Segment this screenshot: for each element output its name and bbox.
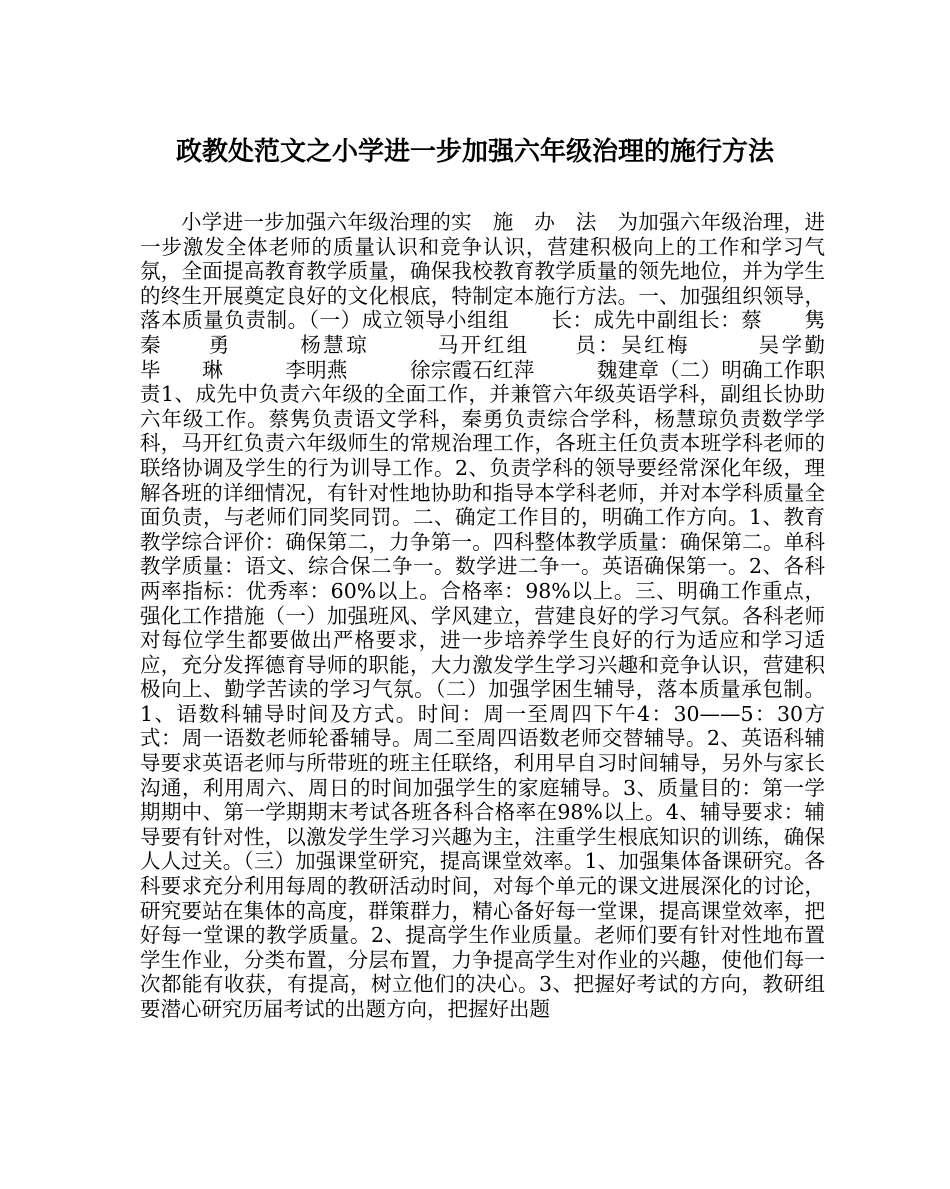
document-title: 政教处范文之小学进一步加强六年级治理的施行方法 [175, 137, 774, 167]
document-body: 小学进一步加强六年级治理的实 施 办 法 为加强六年级治理，进一步激发全体老师的质量认识和竞争认识，营建积极向上的工作和学习气氛，全面提高教育教学质量，确保我校教育教学质量的领先地位，并为学生的终生开展奠定良好的文化根底，特制定本施行方法。一、加强组织领导，落本质量负责制。（一）成立领导小组组 长：成先中副组长：蔡 隽 秦 勇 杨慧琼 马开红组 员：吴红梅 吴学勤 毕 琳 李明燕 徐宗霞石红萍 魏建章（二）明确工作职责1、成先中负责六年级的全面工作，并兼管六年级英语学科，副组长协助六年级工作。蔡隽负责语文学科，秦勇负责综合学科，杨慧琼负责数学学科，马开红负责六年级师生的常规治理工作，各班主任负责本班学科老师的联络协调及学生的行为训导工作。2、负责学科的领导要经常深化年级，理解各班的详细情况，有针对性地协助和指导本学科老师，并对本学科质量全面负责，与老师们同奖同罚。二、确定工作目的，明确工作方向。1、教育教学综合评价：确保第二，力争第一。四科整体教学质量：确保第二。单科教学质量：语文、综合保二争一。数学进二争一。英语确保第一。2、各科两率指标：优秀率：60%以上。合格率：98%以上。三、明确工作重点，强化工作措施（一）加强班风、学风建立，营建良好的学习气氛。各科老师对每位学生都要做出严格要求，进一步培养学生良好的行为适应和学习适应，充分发挥德育导师的职能，大力激发学生学习兴趣和竞争认识，营建积极向上、勤学苦读的学习气氛。（二）加强学困生辅导，落本质量承包制。1、语数科辅导时间及方式。时间：周一至周四下午4：30——5：30方式：周一语数老师轮番辅导。周二至周四语数老师交替辅导。2、英语科辅导要求英语老师与所带班的班主任联络，利用早自习时间辅导，另外与家长沟通，利用周六、周日的时间加强学生的家庭辅导。3、质量目的：第一学期期中、第一学期期末考试各班各科合格率在98%以上。4、辅导要求：辅导要有针对性，以激发学生学习兴趣为主，注重学生根底知识的训练，确保人人过关。（三）加强课堂研究，提高课堂效率。1、加强集体备课研究。各科要求充分利用每周的教研活动时间，对每个单元的课文进展深化的讨论，研究要站在集体的高度，群策群力，精心备好每一堂课，提高课堂效率，把好每一堂课的教学质量。2、提高学生作业质量。老师们要有针对性地布置学生作业，分类布置，分层布置，力争提高学生对作业的兴趣，使他们每一次都能有收获，有提高，树立他们的决心。3、把握好考试的方向，教研组要潜心研究历届考试的出题方向，把握好出题 [140, 210, 887, 1021]
